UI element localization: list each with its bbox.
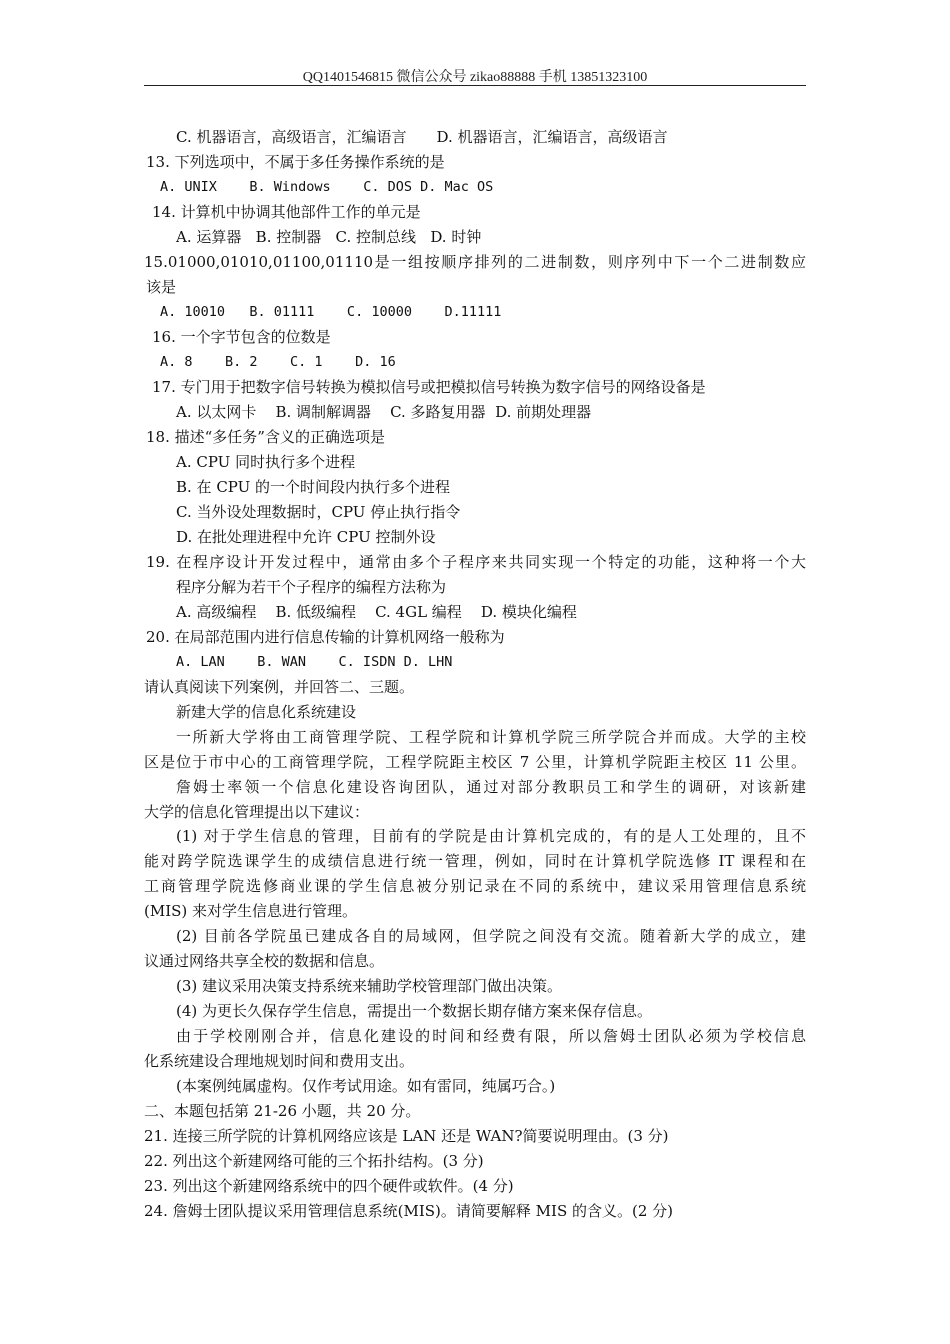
case-para-3-cont3: (MIS) 来对学生信息进行管理。 (144, 902, 358, 920)
q13-stem: 13. 下列选项中，不属于多任务操作系统的是 (146, 153, 445, 171)
q19-options: A. 高级编程 B. 低级编程 C. 4GL 编程 D. 模块化编程 (176, 603, 577, 621)
q18-option-a: A. CPU 同时执行多个进程 (176, 453, 356, 471)
case-intro: 请认真阅读下列案例，并回答二、三题。 (144, 678, 415, 696)
q18-option-b: B. 在 CPU 的一个时间段内执行多个进程 (176, 478, 451, 496)
case-disclaimer: (本案例纯属虚构。仅作考试用途。如有雷同，纯属巧合。) (176, 1077, 556, 1095)
case-para-7-cont: 化系统建设合理地规划时间和费用支出。 (144, 1052, 415, 1070)
q20-stem: 20. 在局部范围内进行信息传输的计算机网络一般称为 (146, 628, 505, 646)
q14-options: A. 运算器 B. 控制器 C. 控制总线 D. 时钟 (176, 228, 482, 246)
case-para-3-cont: 能对跨学院选课学生的成绩信息进行统一管理，例如，同时在计算机学院选修 IT 课程和在 (144, 852, 806, 870)
section-2-heading: 二、本题包括第 21-26 小题，共 20 分。 (144, 1102, 421, 1120)
case-para-1: 一所新大学将由工商管理学院、工程学院和计算机学院三所学院合并而成。大学的主校 (176, 728, 806, 746)
q20-options: A. LAN B. WAN C. ISDN D. LHN (176, 654, 453, 670)
q19-stem-cont: 程序分解为若干个子程序的编程方法称为 (176, 578, 447, 596)
q15-stem: 15.01000,01010,01100,01110是一组按顺序排列的二进制数，则序列中下一个二进制数应 (144, 253, 806, 271)
q22: 22. 列出这个新建网络可能的三个拓扑结构。(3 分) (144, 1152, 484, 1170)
case-para-6: (4) 为更长久保存学生信息，需提出一个数据长期存储方案来保存信息。 (176, 1002, 653, 1020)
case-para-3: (1) 对于学生信息的管理，目前有的学院是由计算机完成的，有的是人工处理的，且不 (176, 827, 806, 845)
q12-options: C. 机器语言，高级语言，汇编语言 D. 机器语言，汇编语言，高级语言 (176, 128, 668, 146)
q24: 24. 詹姆士团队提议采用管理信息系统(MIS)。请简要解释 MIS 的含义。(2 分) (144, 1202, 674, 1220)
case-para-2-cont: 大学的信息化管理提出以下建议： (144, 803, 370, 821)
page-header: QQ1401546815 微信公众号 zikao88888 手机 13851323100 (302, 70, 648, 85)
q13-options: A. UNIX B. Windows C. DOS D. Mac OS (160, 179, 494, 195)
q18-option-d: D. 在批处理进程中允许 CPU 控制外设 (176, 528, 436, 546)
q19-stem: 19. 在程序设计开发过程中，通常由多个子程序来共同实现一个特定的功能，这种将一个大 (146, 553, 806, 571)
case-para-4: (2) 目前各学院虽已建成各自的局域网，但学院之间没有交流。随着新大学的成立，建 (176, 927, 806, 945)
q16-stem: 16. 一个字节包含的位数是 (152, 328, 331, 346)
q16-options: A. 8 B. 2 C. 1 D. 16 (160, 354, 396, 370)
q14-stem: 14. 计算机中协调其他部件工作的单元是 (152, 203, 421, 221)
q18-option-c: C. 当外设处理数据时，CPU 停止执行指令 (176, 503, 461, 521)
case-title: 新建大学的信息化系统建设 (176, 703, 357, 721)
q17-options: A. 以太网卡 B. 调制解调器 C. 多路复用器 D. 前期处理器 (176, 403, 592, 421)
q21: 21. 连接三所学院的计算机网络应该是 LAN 还是 WAN?简要说明理由。(3 分) (144, 1127, 669, 1145)
case-para-3-cont2: 工商管理学院选修商业课的学生信息被分别记录在不同的系统中，建议采用管理信息系统 (144, 877, 806, 895)
q23: 23. 列出这个新建网络系统中的四个硬件或软件。(4 分) (144, 1177, 514, 1195)
case-para-7: 由于学校刚刚合并，信息化建设的时间和经费有限，所以詹姆士团队必须为学校信息 (176, 1027, 806, 1045)
case-para-4-cont: 议通过网络共享全校的数据和信息。 (144, 952, 385, 970)
header-rule (144, 85, 806, 86)
q18-stem: 18. 描述“多任务”含义的正确选项是 (146, 428, 385, 446)
q15-options: A. 10010 B. 01111 C. 10000 D.11111 (160, 304, 502, 320)
case-para-2: 詹姆士率领一个信息化建设咨询团队，通过对部分教职员工和学生的调研，对该新建 (176, 778, 806, 796)
case-para-1-cont: 区是位于市中心的工商管理学院，工程学院距主校区 7 公里，计算机学院距主校区 11 公里。 (144, 753, 806, 771)
q17-stem: 17. 专门用于把数字信号转换为模拟信号或把模拟信号转换为数字信号的网络设备是 (152, 378, 706, 396)
q15-stem-cont: 该是 (146, 278, 177, 296)
case-para-5: (3) 建议采用决策支持系统来辅助学校管理部门做出决策。 (176, 977, 563, 995)
